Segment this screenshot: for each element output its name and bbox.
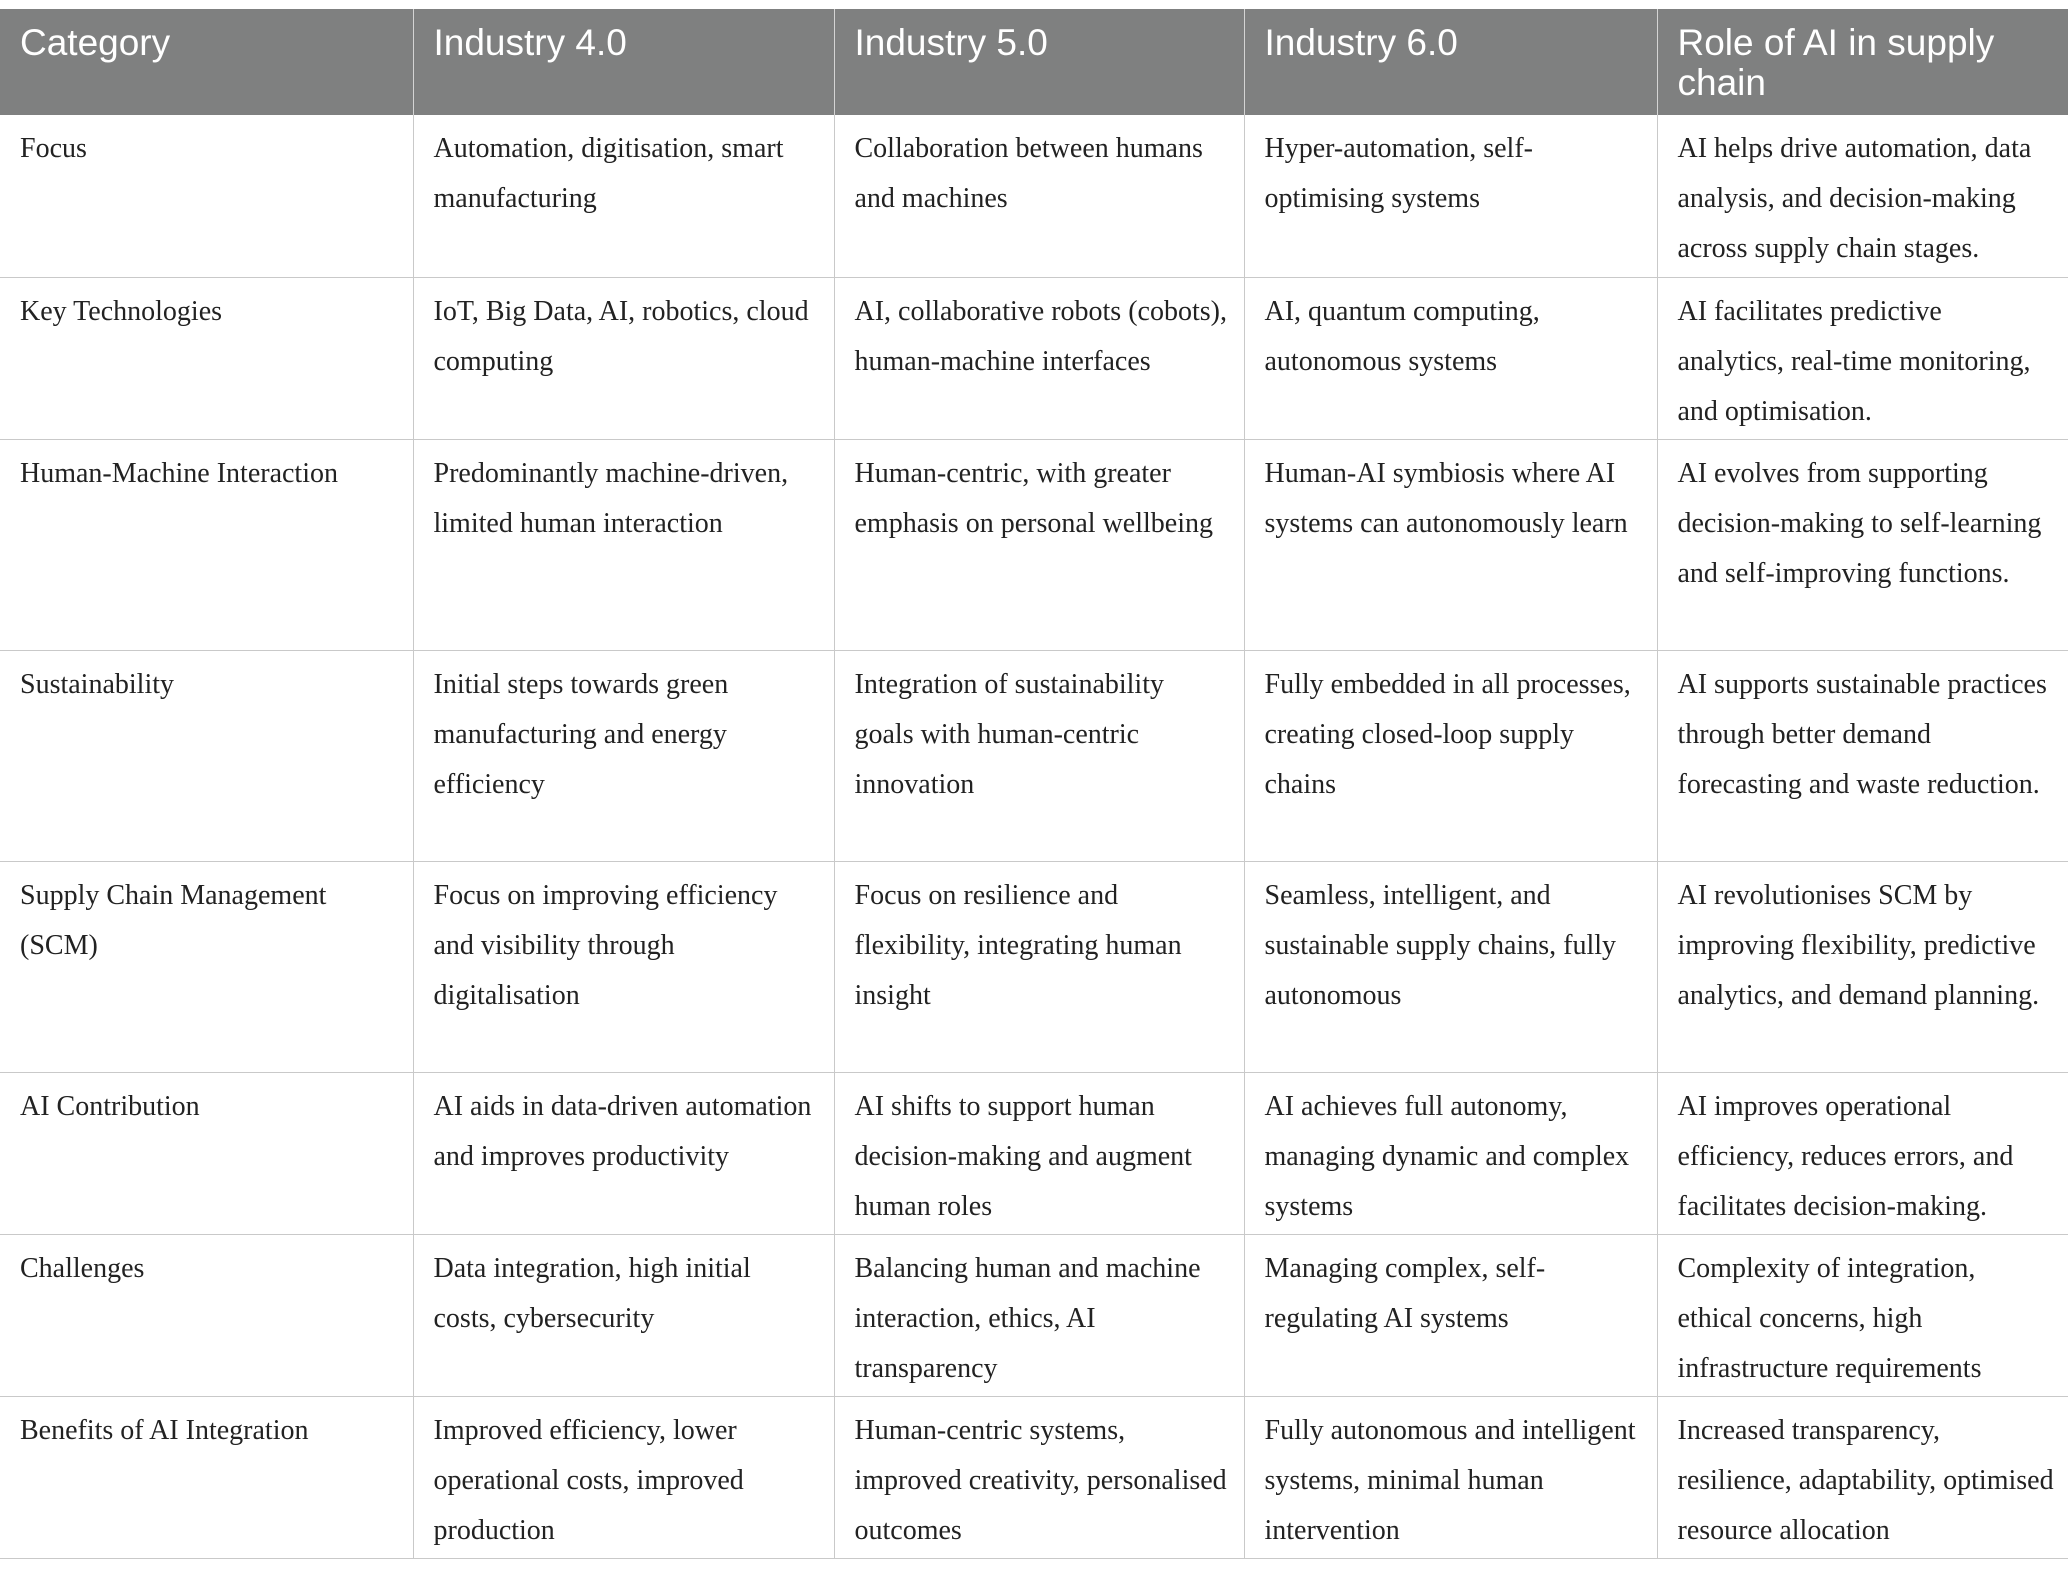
cell-industry-6: Managing complex, self-regulating AI systems [1244,1234,1657,1396]
cell-category: Key Technologies [0,277,413,439]
cell-role-of-ai: AI revolutionises SCM by improving flexibility, predictive analytics, and demand planning. [1657,861,2068,1072]
cell-category: Focus [0,115,413,277]
cell-industry-4: Focus on improving efficiency and visibility through digitalisation [413,861,834,1072]
cell-category: Supply Chain Management (SCM) [0,861,413,1072]
cell-industry-5: Human-centric, with greater emphasis on personal wellbeing [834,439,1244,650]
cell-role-of-ai: AI improves operational efficiency, reduces errors, and facilitates decision-making. [1657,1072,2068,1234]
cell-industry-5: Human-centric systems, improved creativity, personalised outcomes [834,1396,1244,1558]
table-body [0,115,2068,1558]
header-industry-6: Industry 6.0 [1244,9,1657,115]
cell-industry-6: Seamless, intelligent, and sustainable supply chains, fully autonomous [1244,861,1657,1072]
cell-category: Human-Machine Interaction [0,439,413,650]
header-industry-4: Industry 4.0 [413,9,834,115]
table-row [0,1234,2068,1396]
cell-industry-4: Initial steps towards green manufacturing and energy efficiency [413,650,834,861]
cell-industry-4: IoT, Big Data, AI, robotics, cloud computing [413,277,834,439]
cell-category: Challenges [0,1234,413,1396]
cell-industry-4: Automation, digitisation, smart manufacturing [413,115,834,277]
cell-industry-6: Fully embedded in all processes, creating closed-loop supply chains [1244,650,1657,861]
cell-category: Benefits of AI Integration [0,1396,413,1558]
table-row [0,861,2068,1072]
cell-industry-5: Focus on resilience and flexibility, integrating human insight [834,861,1244,1072]
cell-industry-5: Collaboration between humans and machines [834,115,1244,277]
cell-role-of-ai: AI helps drive automation, data analysis, and decision-making across supply chain stages. [1657,115,2068,277]
table-row [0,115,2068,277]
table-row [0,439,2068,650]
header-industry-5: Industry 5.0 [834,9,1244,115]
cell-industry-6: Human-AI symbiosis where AI systems can autonomously learn [1244,439,1657,650]
header-row [0,9,2068,115]
cell-industry-6: AI achieves full autonomy, managing dynamic and complex systems [1244,1072,1657,1234]
cell-role-of-ai: AI evolves from supporting decision-making to self-learning and self-improving functions. [1657,439,2068,650]
industry-comparison-table [0,9,2068,1559]
cell-industry-5: Balancing human and machine interaction, ethics, AI transparency [834,1234,1244,1396]
table-row [0,277,2068,439]
cell-industry-5: AI, collaborative robots (cobots), human-machine interfaces [834,277,1244,439]
cell-industry-6: AI, quantum computing, autonomous systems [1244,277,1657,439]
cell-industry-6: Hyper-automation, self-optimising systems [1244,115,1657,277]
table-row [0,650,2068,861]
cell-role-of-ai: Complexity of integration, ethical concerns, high infrastructure requirements [1657,1234,2068,1396]
cell-industry-4: Data integration, high initial costs, cybersecurity [413,1234,834,1396]
table-row [0,1396,2068,1558]
cell-category: Sustainability [0,650,413,861]
cell-industry-5: Integration of sustainability goals with human-centric innovation [834,650,1244,861]
table-header [0,9,2068,115]
cell-industry-4: AI aids in data-driven automation and improves productivity [413,1072,834,1234]
cell-role-of-ai: Increased transparency, resilience, adaptability, optimised resource allocation [1657,1396,2068,1558]
cell-role-of-ai: AI supports sustainable practices through better demand forecasting and waste reduction. [1657,650,2068,861]
cell-industry-5: AI shifts to support human decision-making and augment human roles [834,1072,1244,1234]
comparison-table-container [0,9,2068,1559]
cell-role-of-ai: AI facilitates predictive analytics, real-time monitoring, and optimisation. [1657,277,2068,439]
header-category: Category [0,9,413,115]
table-row [0,1072,2068,1234]
cell-industry-4: Improved efficiency, lower operational costs, improved production [413,1396,834,1558]
cell-industry-4: Predominantly machine-driven, limited human interaction [413,439,834,650]
cell-category: AI Contribution [0,1072,413,1234]
cell-industry-6: Fully autonomous and intelligent systems, minimal human intervention [1244,1396,1657,1558]
header-role-of-ai: Role of AI in supply chain [1657,9,2068,115]
